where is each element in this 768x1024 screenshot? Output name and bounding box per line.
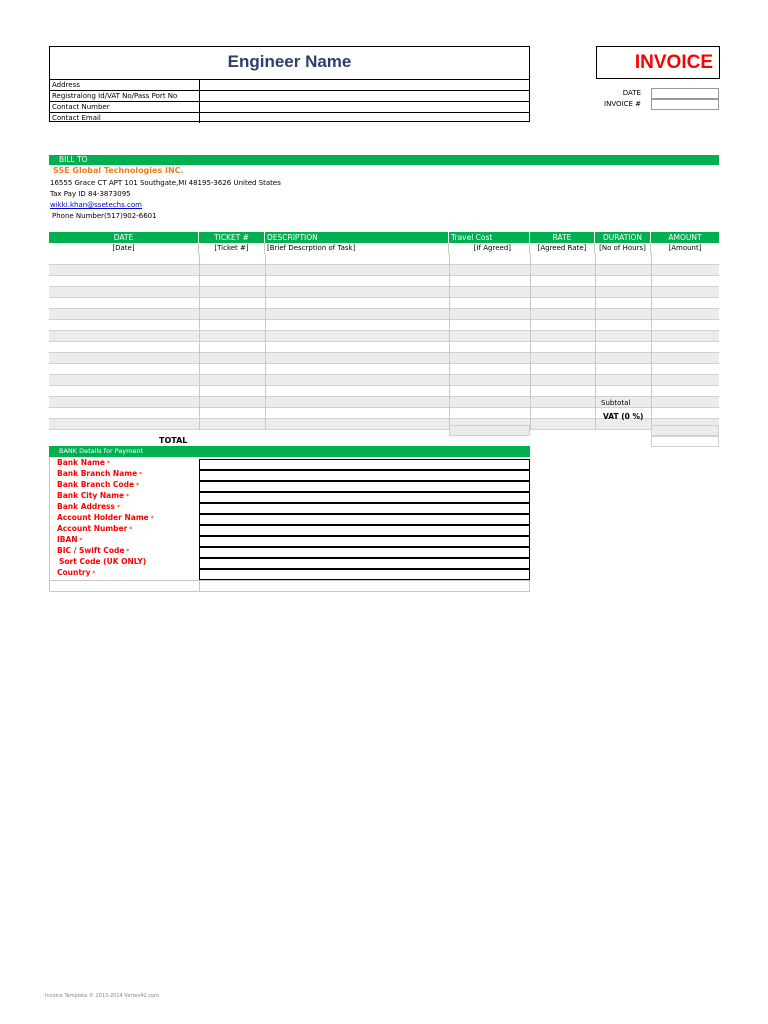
date-placeholder[interactable]: [Date]: [49, 243, 199, 254]
engineer-info-box: [49, 46, 530, 122]
bank-field-text: Account Number: [57, 524, 128, 533]
column-divider: [199, 254, 200, 430]
bank-field-input[interactable]: [199, 514, 530, 525]
invoice-title: INVOICE: [634, 52, 713, 73]
required-mark: *: [137, 471, 143, 478]
bank-field-text: Bank Branch Code: [57, 480, 135, 489]
bank-field-label: [59, 557, 146, 566]
registration-label: Registralong Id/VAT No/Pass Port No: [52, 92, 178, 100]
bank-field-text: BIC / Swift Code: [57, 546, 125, 555]
item-row[interactable]: [49, 331, 719, 342]
required-mark: *: [148, 515, 154, 522]
bill-to-header: [49, 155, 719, 165]
bank-field-input[interactable]: [199, 470, 530, 481]
registration-row: [50, 90, 529, 101]
required-mark: *: [134, 482, 139, 489]
contact-number-field[interactable]: [199, 101, 529, 112]
bank-field-label: [57, 502, 120, 511]
bank-left-border: [49, 457, 50, 580]
col-rate-header: RATE: [530, 232, 595, 243]
bank-field-input[interactable]: [199, 525, 530, 536]
bank-field-label: [57, 513, 154, 522]
bank-field-input[interactable]: [199, 503, 530, 514]
footer-credit: Invoice Template © 2013-2014 Vertex42.com: [45, 993, 160, 999]
bank-field-input[interactable]: [199, 547, 530, 558]
bank-field-label: [57, 458, 110, 467]
duration-placeholder[interactable]: [No of Hours]: [595, 243, 651, 254]
bank-field-input[interactable]: [199, 569, 530, 580]
bank-field-text: Account Holder Name: [57, 513, 149, 522]
bank-blank-divider: [199, 581, 200, 591]
ticket-placeholder[interactable]: [Ticket #]: [199, 243, 265, 254]
col-ticket-header: TICKET #: [199, 232, 265, 243]
address-label: Address: [52, 81, 80, 89]
col-duration-header: DURATION: [595, 232, 651, 243]
registration-field[interactable]: [199, 90, 529, 101]
required-mark: *: [90, 570, 96, 577]
col-date-header: DATE: [49, 232, 199, 243]
item-row[interactable]: [49, 309, 719, 320]
bank-field-input[interactable]: [199, 492, 530, 503]
item-row[interactable]: [49, 298, 719, 309]
required-mark: *: [124, 493, 130, 500]
total-label: TOTAL: [159, 436, 188, 445]
column-divider: [530, 254, 531, 430]
bank-field-label: [57, 469, 142, 478]
column-divider: [651, 254, 652, 430]
bill-to-phone: Phone Number(517)902-6601: [52, 212, 157, 220]
bill-to-tax-id: Tax Pay ID 84-3873095: [50, 190, 131, 198]
bank-field-text: Bank City Name: [57, 491, 125, 500]
bank-field-label: [57, 568, 95, 577]
required-mark: *: [104, 460, 110, 467]
bank-blank-row[interactable]: [49, 580, 530, 592]
item-row[interactable]: [49, 276, 719, 287]
column-divider: [449, 254, 450, 430]
bank-details-header: [49, 446, 530, 457]
vat-amount-field[interactable]: [651, 425, 719, 436]
col-travel-header: Travel Cost: [449, 232, 530, 243]
item-row[interactable]: [49, 320, 719, 331]
required-mark: *: [127, 526, 133, 533]
invoice-number-label: INVOICE #: [604, 100, 641, 108]
engineer-name: Engineer Name: [227, 52, 352, 71]
bank-field-input[interactable]: [199, 558, 530, 569]
bank-field-label: [57, 546, 129, 555]
bank-field-input[interactable]: [199, 459, 530, 470]
bank-field-label: [57, 535, 83, 544]
contact-number-label: Contact Number: [52, 103, 110, 111]
description-placeholder[interactable]: [Brief Descrption of Task]: [265, 243, 449, 254]
address-row: [50, 79, 529, 90]
item-row[interactable]: [49, 364, 719, 375]
bank-field-text: Sort Code (UK ONLY): [59, 557, 147, 566]
contact-email-label: Contact Email: [52, 114, 101, 122]
item-row[interactable]: [49, 353, 719, 364]
address-field[interactable]: [199, 79, 529, 90]
contact-number-row: [50, 101, 529, 112]
amount-placeholder[interactable]: [Amount]: [668, 244, 702, 252]
item-row[interactable]: [49, 386, 719, 397]
travel-total-field[interactable]: [449, 425, 530, 436]
bank-field-text: Bank Branch Name: [57, 469, 138, 478]
item-row[interactable]: [49, 265, 719, 276]
contact-email-field[interactable]: [199, 112, 529, 123]
bill-to-email-link[interactable]: wikki.khan@ssetechs.com: [50, 201, 142, 209]
bill-to-company: SSE Global Technologies INC.: [53, 166, 184, 175]
col-amount-header: AMOUNT: [651, 232, 719, 243]
date-label: DATE: [622, 89, 641, 97]
bank-field-label: [57, 524, 132, 533]
bank-field-label: [57, 491, 129, 500]
item-row[interactable]: [49, 375, 719, 386]
bill-to-address: 16555 Grace CT APT 101 Southgate,MI 48195-3626 United States: [50, 179, 281, 187]
item-row[interactable]: [49, 342, 719, 353]
vat-label: VAT (0 %): [603, 412, 644, 421]
required-mark: *: [114, 504, 120, 511]
required-mark: *: [77, 537, 83, 544]
bank-field-text: Country: [57, 568, 91, 577]
invoice-title-box: [596, 46, 720, 79]
bank-field-text: IBAN: [57, 535, 78, 544]
invoice-number-field[interactable]: [651, 99, 719, 110]
subtotal-label: Subtotal: [601, 399, 631, 407]
bank-details-label: BANK Details for Payment: [59, 447, 144, 455]
bank-field-text: Bank Address: [57, 502, 115, 511]
bill-to-label: BILL TO: [59, 155, 88, 164]
bank-field-input[interactable]: [199, 536, 530, 547]
date-field[interactable]: [651, 88, 719, 99]
rate-placeholder[interactable]: [Agreed Rate]: [530, 243, 595, 254]
item-row[interactable]: [49, 287, 719, 298]
total-amount-field[interactable]: [651, 436, 719, 447]
travel-placeholder[interactable]: [If Agreed]: [449, 243, 530, 254]
column-divider: [595, 254, 596, 430]
col-description-header: DESCRIPTION: [265, 232, 449, 243]
bank-field-input[interactable]: [199, 481, 530, 492]
contact-email-row: [50, 112, 529, 123]
item-row[interactable]: [49, 254, 719, 265]
column-divider: [265, 254, 266, 430]
bank-field-label: [57, 480, 139, 489]
bank-field-text: Bank Name: [57, 458, 105, 467]
required-mark: *: [124, 548, 130, 555]
